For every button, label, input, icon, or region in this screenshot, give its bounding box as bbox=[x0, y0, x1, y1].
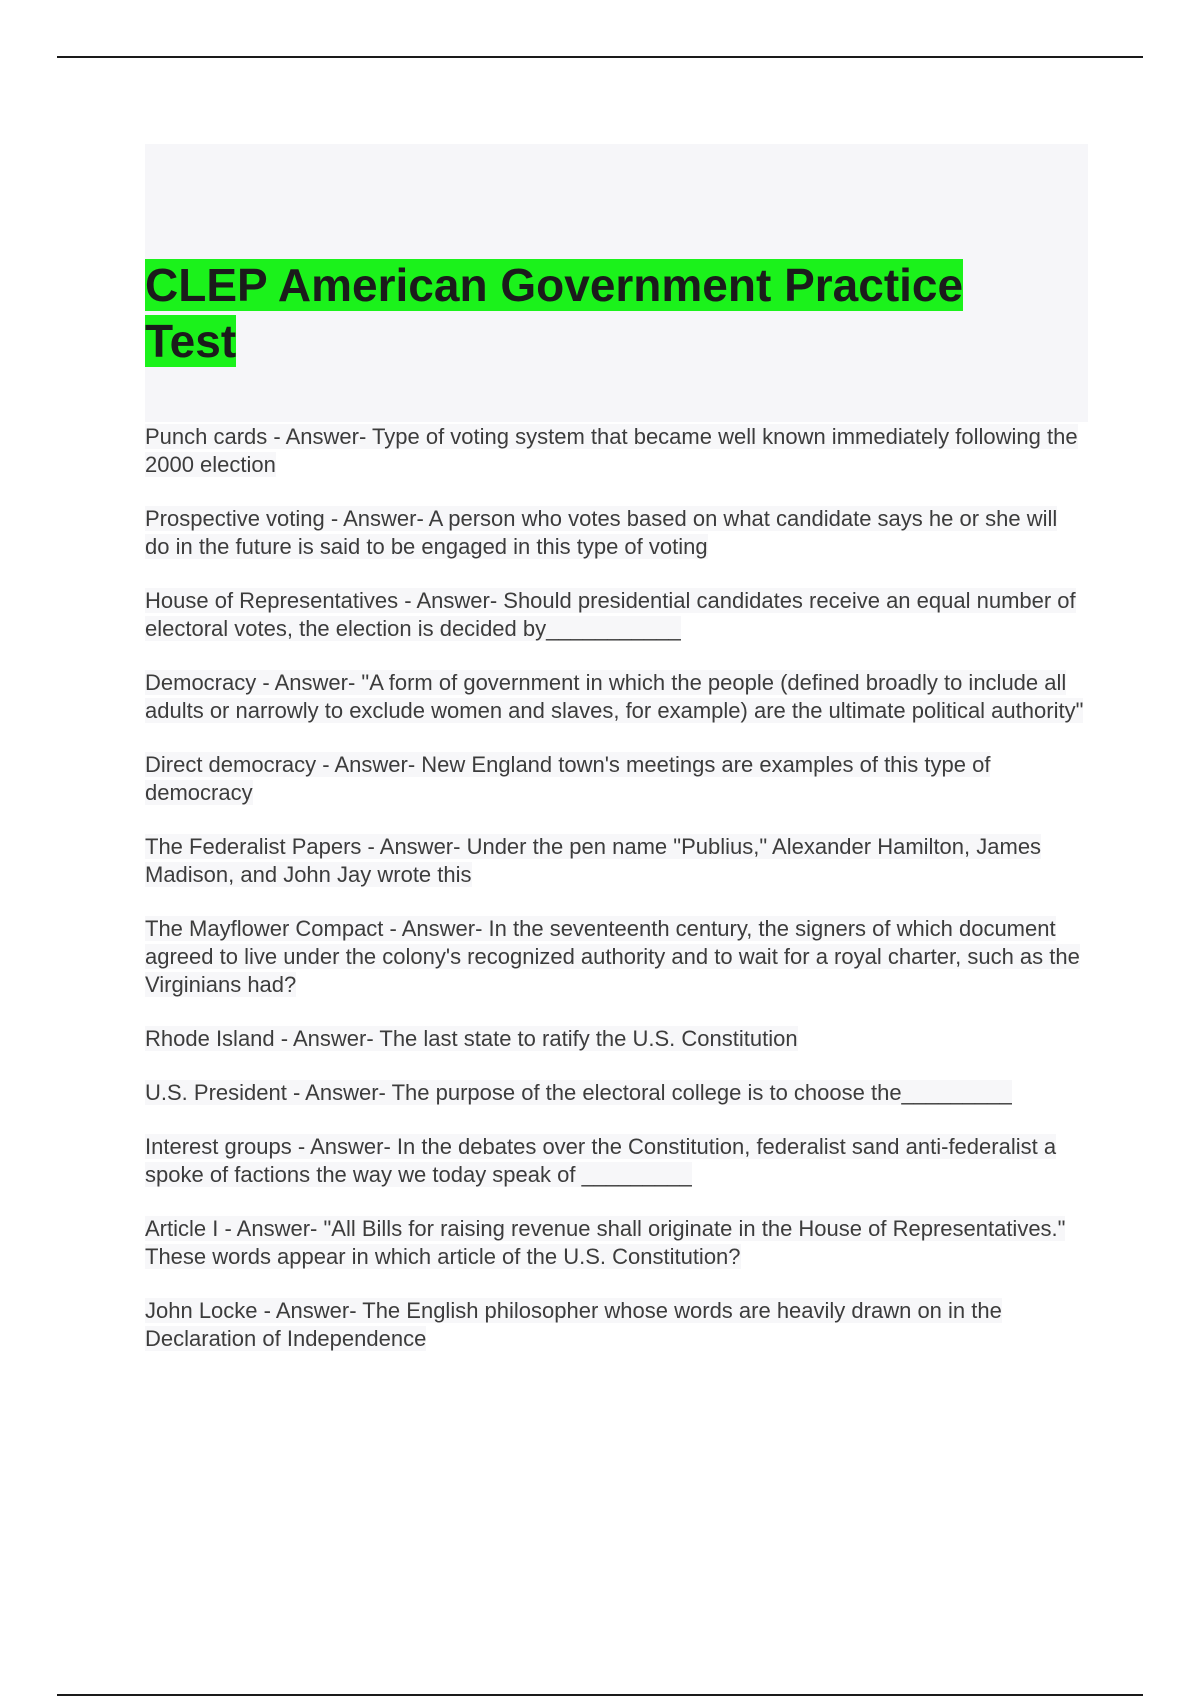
qa-item-text: House of Representatives - Answer- Should presidential candidates receive an equal number of electoral votes, the election is decided by___________ bbox=[145, 588, 1076, 641]
qa-item-text: The Mayflower Compact - Answer- In the seventeenth century, the signers of which document agreed to live under the colony's recognized authority and to wait for a royal charter, such as the Virginians had? bbox=[145, 916, 1080, 997]
qa-item-text: John Locke - Answer- The English philosopher whose words are heavily drawn on in the Declaration of Independence bbox=[145, 1298, 1002, 1351]
qa-item bbox=[145, 1133, 1085, 1189]
qa-item bbox=[145, 1079, 1085, 1107]
qa-item-text: Prospective voting - Answer- A person who votes based on what candidate says he or she will do in the future is said to be engaged in this type of voting bbox=[145, 506, 1058, 559]
qa-item bbox=[145, 833, 1085, 889]
document-title bbox=[145, 257, 1045, 369]
qa-item bbox=[145, 505, 1085, 561]
qa-item bbox=[145, 587, 1085, 643]
qa-item-text: Rhode Island - Answer- The last state to ratify the U.S. Constitution bbox=[145, 1026, 798, 1051]
top-rule bbox=[57, 56, 1143, 58]
qa-item-text: U.S. President - Answer- The purpose of the electoral college is to choose the_________ bbox=[145, 1080, 1012, 1105]
qa-list bbox=[145, 423, 1085, 1379]
qa-item-text: Article I - Answer- "All Bills for raising revenue shall originate in the House of Representatives." These words appear in which article of the U.S. Constitution? bbox=[145, 1216, 1066, 1269]
qa-item-text: Democracy - Answer- "A form of government in which the people (defined broadly to include all adults or narrowly to exclude women and slaves, for example) are the ultimate political authority" bbox=[145, 670, 1084, 723]
qa-item bbox=[145, 1215, 1085, 1271]
document-title-text: CLEP American Government Practice Test bbox=[145, 259, 964, 367]
bottom-rule bbox=[57, 1694, 1143, 1696]
qa-item-text: Direct democracy - Answer- New England town's meetings are examples of this type of democracy bbox=[145, 752, 991, 805]
qa-item bbox=[145, 1025, 1085, 1053]
qa-item bbox=[145, 669, 1085, 725]
qa-item-text: The Federalist Papers - Answer- Under the pen name "Publius," Alexander Hamilton, James Madison, and John Jay wrote this bbox=[145, 834, 1042, 887]
qa-item-text: Punch cards - Answer- Type of voting system that became well known immediately following the 2000 election bbox=[145, 424, 1078, 477]
qa-item bbox=[145, 915, 1085, 999]
qa-item bbox=[145, 423, 1085, 479]
qa-item bbox=[145, 1297, 1085, 1353]
qa-item-text: Interest groups - Answer- In the debates over the Constitution, federalist sand anti-federalist a spoke of factions the way we today speak of _________ bbox=[145, 1134, 1057, 1187]
qa-item bbox=[145, 751, 1085, 807]
